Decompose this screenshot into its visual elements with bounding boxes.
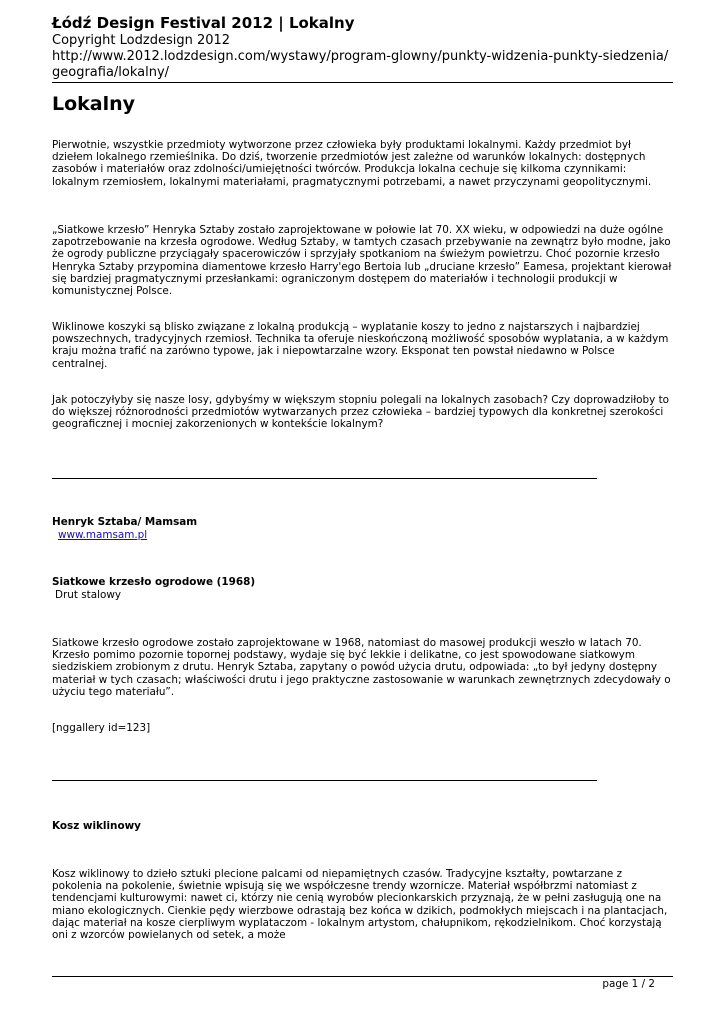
source-url: http://www.2012.lodzdesign.com/wystawy/program-glowny/punkty-widzenia-punkty-siedzenia/geografia/lokalny/: [52, 49, 669, 80]
designer-link-wrapper: [58, 529, 678, 541]
header-divider: [52, 82, 673, 83]
footer-divider: [52, 976, 673, 977]
basket-title: Kosz wiklinowy: [52, 820, 141, 832]
page-number: page 1 / 2: [602, 978, 655, 990]
gallery-shortcode: [nggallery id=123]: [52, 722, 151, 734]
copyright-notice: Copyright Lodzdesign 2012: [52, 33, 231, 48]
section-divider: [52, 478, 597, 479]
chair-paragraph: „Siatkowe krzesło” Henryka Sztaby zostało zaprojektowane w połowie lat 70. XX wieku, w odpowiedzi na duże ogólne zapotrzebowanie na krzesła ogrodowe. Według Sztaby, w tamtych czasach przebywanie na zewnątrz było modne, jako że ogrody publiczne przyciągały spacerowiczów i sprzyjały spotkaniom na świeżym powietrzu. Choć pozornie krzesło Henryka Sztaby przypomina diamentowe krzesło Harry'ego Bertoia lub „druciane krzesło” Eamesa, projektant kierował się bardziej pragmatycznymi przesłankami: ograniczonym dostępem do materiałów i technologii produkcji w komunistycznej Polsce.: [52, 224, 672, 298]
basket-paragraph: Wiklinowe koszyki są blisko związane z lokalną produkcją – wyplatanie koszy to jedno z najstarszych i najbardziej powszechnych, tradycyjnych rzemiosł. Technika ta oferuje nieskończoną możliwość sposobów wyplatania, a w każdym kraju można trafić na zarówno typowe, jak i niepowtarzalne wzory. Eksponat ten powstał niedawno w Polsce centralnej.: [52, 321, 669, 370]
designer-name: Henryk Sztaba/ Mamsam: [52, 516, 198, 528]
chair-title: Siatkowe krzesło ogrodowe (1968): [52, 576, 256, 588]
designer-website-link[interactable]: www.mamsam.pl: [58, 529, 148, 541]
chair-description: Siatkowe krzesło ogrodowe zostało zaprojektowane w 1968, natomiast do masowej produkcji weszło w latach 70. Krzesło pomimo pozornie topornej podstawy, wydaje się być lekkie i delikatne, co jest spowodowane siatkowym siedziskiem zrobionym z drutu. Henryk Sztaba, zapytany o powód użycia drutu, odpowiada: „to był jedyny dostępny materiał w tych czasach; właściwości drutu i jego praktyczne zastosowanie w warunkach zewnętrznych zdecydowały o użyciu tego materiału”.: [52, 637, 671, 698]
page-title: Lokalny: [52, 93, 136, 115]
basket-description: Kosz wiklinowy to dzieło sztuki plecione palcami od niepamiętnych czasów. Tradycyjne kształty, powtarzane z pokolenia na pokolenie, świetnie wpisują się we współczesne trendy wzornicze. Materiał współbrzmi natomiast z tendencjami kulturowymi: nawet ci, którzy nie cenią wyrobów plecionkarskich przyznają, że w pełni zasługują one na miano ekologicznych. Cienkie pędy wierzbowe odrastają bez końca w dzikich, podmokłych miejscach i na plantacjach, dając materiał na kosze cierpliwym wyplataczom - lokalnym artystom, chałupnikom, rękodzielnikom. Choć korzystają oni z wzorców powielanych od setek, a może: [52, 868, 668, 942]
chair-material: Drut stalowy: [55, 589, 121, 601]
question-paragraph: Jak potoczyłyby się nasze losy, gdybyśmy w większym stopniu polegali na lokalnych zasobach? Czy doprowadziłoby to do większej różnorodności przedmiotów wytwarzanych przez człowieka – bardziej typowych dla konkretnej szerokości geograficznej i mocniej zakorzenionych w kontekście lokalnym?: [52, 394, 670, 431]
document-header: [52, 14, 674, 81]
section-divider: [52, 780, 597, 781]
site-title: Łódź Design Festival 2012 | Lokalny: [52, 14, 355, 32]
intro-paragraph: Pierwotnie, wszystkie przedmioty wytworzone przez człowieka były produktami lokalnymi. Każdy przedmiot był dziełem lokalnego rzemieślnika. Do dziś, tworzenie przedmiotów jest zależne od warunków lokalnych: dostępnych zasobów i materiałów oraz zdolności/umiejętności twórców. Produkcja lokalna cechuje się kilkoma czynnikami: lokalnym rzemiosłem, lokalnymi materiałami, pragmatycznymi potrzebami, a nawet przyczynami geopolitycznymi.: [52, 139, 652, 188]
